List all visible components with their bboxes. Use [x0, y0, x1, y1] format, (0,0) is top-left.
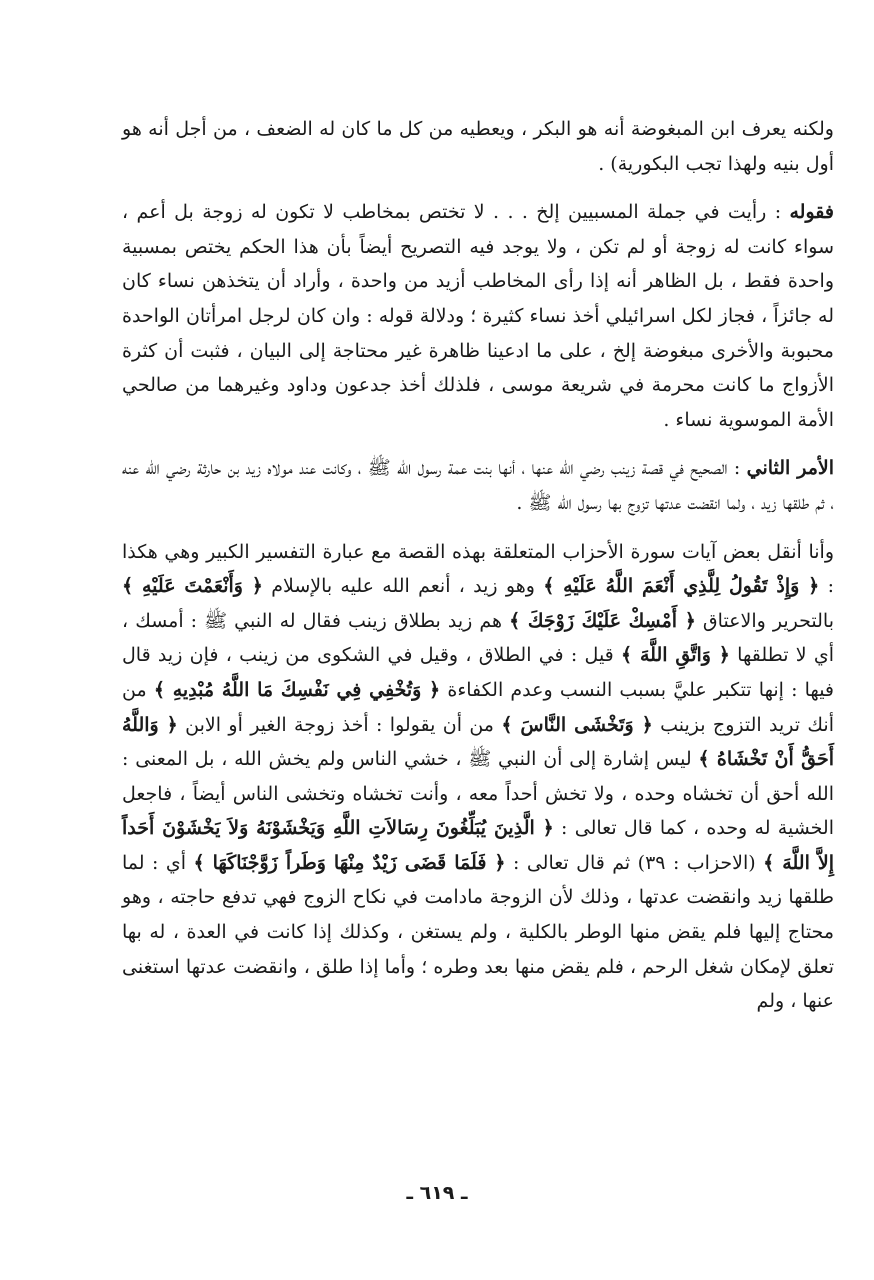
paragraph-3 [122, 451, 834, 520]
page-body [122, 112, 834, 1019]
quran-quote: ﴿ وَتُخْفِي فِي نَفْسِكَ مَا اللَّهُ مُبْدِيهِ ﴾ [153, 678, 441, 701]
quran-quote: ﴿ وَتَخْشَى النَّاسَ ﴾ [501, 713, 653, 736]
paragraph-text: وهو زيد ، أنعم الله عليه بالإسلام [262, 575, 544, 598]
paragraph-text: ولكنه يعرف ابن المبغوضة أنه هو البكر ، ويعطيه من كل ما كان له الضعف ، من أجل أنه هو أول بنيه ولهذا تجب البكورية) . [122, 118, 834, 175]
quran-quote: ﴿ وَإِذْ تَقُولُ لِلَّذِي أَنْعَمَ اللَّهُ عَلَيْهِ ﴾ [543, 575, 820, 598]
paragraph-heading: فقوله [789, 201, 834, 224]
paragraph-text: من أنك تريد التزوج بزينب [122, 678, 834, 736]
paragraph-text: بالتحرير والاعتاق [695, 609, 834, 632]
quran-quote: ﴿ فَلَمَا قَضَى زَيْدٌ مِنْهَا وَطَراً زَوَّجْنَاكَهَا ﴾ [193, 851, 506, 874]
paragraph-text: : الصحيح في قصة زينب رضي الله عنها ، أنها بنت عمة رسول الله ﷺ ، وكانت عند مولاه زيد بن حارثة رضي الله عنه ، ثم طلقها زيد ، ولما انقضت عدتها تزوج بها رسول الله ﷺ . [122, 457, 834, 514]
quran-quote: ﴿ أَمْسِكْ عَلَيْكَ زَوْجَكَ ﴾ [509, 609, 696, 632]
paragraph-text: أي : لما طلقها زيد وانقضت عدتها ، وذلك لأن الزوجة مادامت في نكاح الزوج فهي تدفع حاجته ، وهو محتاج إليها فلم يقض منها الوطر بالكلية ، ولم يستغن ، وكذلك إذا كانت في العدة ، له بها تعلق لإمكان شغل الرحم ، فلم يقض منها بعد وطره ؛ وأما إذا طلق ، وانقضت عدتها استغنى عنها ، ولم [122, 851, 834, 1013]
paragraph-heading: الأمر الثاني [746, 457, 834, 480]
paragraph-text: : رأيت في جملة المسبيين إلخ . . . لا تختص بمخاطب لا تكون له زوجة بل أعم ، سواء كانت له زوجة أو لم تكن ، ولا يوجد فيه التصريح أيضاً بأن هذا الحكم يختص بمسبية واحدة فقط ، بل الظاهر أنه إذا رأى المخاطب أزيد من واحدة ، وأراد أن يتخذهن نساء كان له جائزاً ، فجاز لكل اسرائيلي أخذ نساء كثيرة ؛ ودلالة قوله : وان كان لرجل امرأتان الواحدة محبوبة والأخرى مبغوضة إلخ ، على ما ادعينا ظاهرة غير محتاجة إلى البيان ، فثبت أن كثرة الأزواج ما كانت محرمة في شريعة موسى ، فلذلك أخذ جدعون وداود وغيرهما من صالحي الأمة الموسوية نساء . [122, 201, 834, 431]
paragraph-1 [122, 112, 834, 181]
quran-quote: ﴿ وَاتَّقِ اللَّهَ ﴾ [621, 644, 730, 667]
paragraph-text: وأنا أنقل بعض آيات سورة الأحزاب المتعلقة بهذه القصة مع عبارة التفسير الكبير وهي هكذا : [122, 540, 834, 598]
quran-quote: ﴿ وَاللَّهُ أَحَقُّ أَنْ تَخْشَاهُ ﴾ [122, 713, 834, 771]
paragraph-2 [122, 195, 834, 437]
page-number: ـ ٦١٩ ـ [406, 1182, 468, 1204]
paragraph-text: من أن يقولوا : أخذ زوجة الغير أو الابن [177, 713, 502, 736]
paragraph-text: (الاحزاب : ٣٩) ثم قال تعالى : [505, 851, 764, 874]
paragraph-text: هم زيد بطلاق زينب فقال له النبي ﷺ : أمسك ، أي لا تطلقها [122, 609, 834, 667]
quran-quote: ﴿ وَأَنْعَمْتَ عَلَيْهِ ﴾ [122, 575, 263, 598]
paragraph-text: قيل : في الطلاق ، وقيل في الشكوى من زينب ، فإن زيد قال فيها : إنها تتكبر عليَّ بسبب النسب وعدم الكفاءة [122, 644, 835, 701]
paragraph-text: ليس إشارة إلى أن النبي ﷺ ، خشي الناس ولم يخش الله ، بل المعنى : الله أحق أن تخشاه وحده ، ولا تخش أحداً معه ، وأنت تخشاه وتخشى الناس أيضاً ، فاجعل الخشية له وحده ، كما قال تعالى : [122, 748, 834, 840]
quran-quote: ﴿ الَّذِينَ يُبَلِّغُونَ رِسَالاَتِ اللَّهِ وَيَخْشَوْنَهُ وَلاَ يَخْشَوْنَ أَحَداً إِلاَّ اللَّهَ ﴾ [122, 817, 834, 874]
paragraph-4 [122, 535, 834, 1019]
